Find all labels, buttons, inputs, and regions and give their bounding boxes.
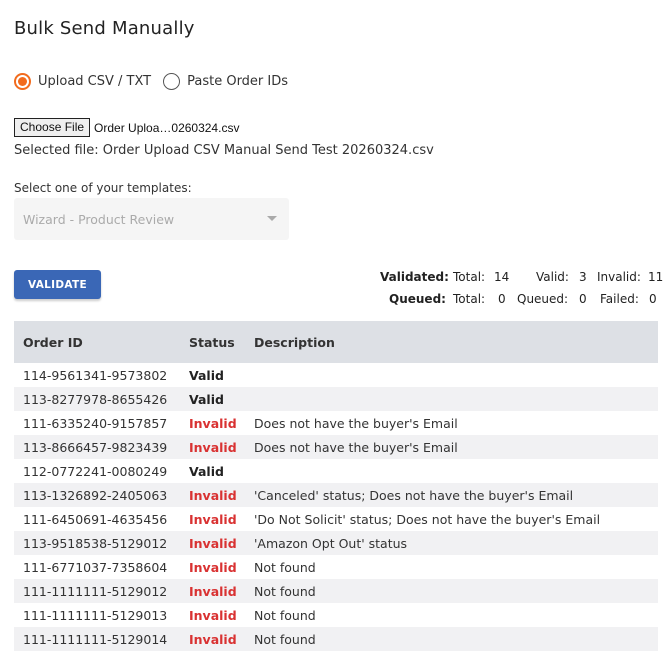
table-header	[14, 321, 658, 363]
order-id-cell: 112-0772241-0080249	[23, 463, 168, 479]
status-cell: Invalid	[189, 439, 237, 455]
table-row	[14, 483, 658, 507]
table-body	[14, 363, 658, 651]
table-row	[14, 363, 658, 387]
status-cell: Valid	[189, 367, 224, 383]
status-cell: Valid	[189, 463, 224, 479]
order-id-cell: 113-1326892-2405063	[23, 487, 168, 503]
description-cell: Not found	[254, 607, 316, 623]
description-cell: Not found	[254, 631, 316, 647]
description-cell: 'Canceled' status; Does not have the buyer's Email	[254, 487, 574, 503]
queued-total-label: Total:	[453, 292, 486, 306]
queued-queued-label: Queued:	[517, 292, 569, 306]
table-row	[14, 411, 658, 435]
queued-queued-value: 0	[579, 292, 587, 306]
table-row	[14, 435, 658, 459]
upload-csv-label[interactable]: Upload CSV / TXT	[38, 74, 152, 89]
queued-label: Queued:	[389, 292, 446, 306]
paste-order-ids-radio[interactable]	[163, 73, 180, 90]
description-cell: 'Amazon Opt Out' status	[254, 535, 408, 551]
status-cell: Invalid	[189, 415, 237, 431]
status-cell: Valid	[189, 391, 224, 407]
queued-failed-value: 0	[649, 292, 657, 306]
validate-button[interactable]: VALIDATE	[14, 270, 101, 299]
validated-invalid-value: 11	[648, 270, 664, 284]
description-cell: Does not have the buyer's Email	[254, 415, 458, 431]
queued-failed-label: Failed:	[600, 292, 639, 306]
header-status: Status	[189, 334, 235, 350]
status-cell: Invalid	[189, 487, 237, 503]
validated-total-label: Total:	[453, 270, 486, 284]
validated-total-value: 14	[494, 270, 510, 284]
status-cell: Invalid	[189, 583, 237, 599]
table-row	[14, 507, 658, 531]
description-cell: 'Do Not Solicit' status; Does not have the buyer's Email	[254, 511, 601, 527]
source-radio-group	[14, 73, 300, 90]
order-id-cell: 111-6450691-4635456	[23, 511, 168, 527]
validated-invalid-label: Invalid:	[597, 270, 641, 284]
paste-order-ids-label[interactable]: Paste Order IDs	[187, 74, 289, 89]
order-id-cell: 111-6771037-7358604	[23, 559, 168, 575]
header-description: Description	[254, 334, 335, 350]
table-row	[14, 603, 658, 627]
order-id-cell: 111-1111111-5129013	[23, 607, 168, 623]
chosen-file-name: Order Uploa…0260324.csv	[94, 120, 240, 135]
chevron-down-icon	[267, 216, 277, 221]
page-title: Bulk Send Manually	[14, 18, 195, 39]
order-id-cell: 111-1111111-5129012	[23, 583, 168, 599]
status-cell: Invalid	[189, 607, 237, 623]
order-id-cell: 114-9561341-9573802	[23, 367, 168, 383]
table-row	[14, 531, 658, 555]
order-id-cell: 113-8666457-9823439	[23, 439, 168, 455]
order-id-cell: 111-6335240-9157857	[23, 415, 168, 431]
order-id-cell: 113-8277978-8655426	[23, 391, 168, 407]
header-order-id: Order ID	[23, 334, 83, 350]
status-cell: Invalid	[189, 535, 237, 551]
status-cell: Invalid	[189, 559, 237, 575]
table-row	[14, 627, 658, 651]
template-select[interactable]	[14, 198, 289, 240]
status-cell: Invalid	[189, 631, 237, 647]
table-row	[14, 387, 658, 411]
order-id-cell: 113-9518538-5129012	[23, 535, 168, 551]
file-picker	[14, 118, 239, 137]
table-row	[14, 459, 658, 483]
template-label: Select one of your templates:	[14, 181, 192, 195]
choose-file-button[interactable]: Choose File	[14, 118, 90, 137]
table-row	[14, 579, 658, 603]
upload-csv-radio[interactable]	[14, 73, 31, 90]
validated-label: Validated:	[380, 270, 449, 284]
validated-valid-value: 3	[579, 270, 587, 284]
order-id-cell: 111-1111111-5129014	[23, 631, 168, 647]
radio-dot	[18, 77, 27, 86]
results-table	[14, 321, 658, 651]
description-cell: Does not have the buyer's Email	[254, 439, 458, 455]
queued-total-value: 0	[498, 292, 506, 306]
table-row	[14, 555, 658, 579]
description-cell: Not found	[254, 559, 316, 575]
selected-file-text: Selected file: Order Upload CSV Manual Send Test 20260324.csv	[14, 143, 434, 158]
description-cell: Not found	[254, 583, 316, 599]
validated-valid-label: Valid:	[536, 270, 569, 284]
status-cell: Invalid	[189, 511, 237, 527]
template-selected-value: Wizard - Product Review	[23, 211, 175, 227]
